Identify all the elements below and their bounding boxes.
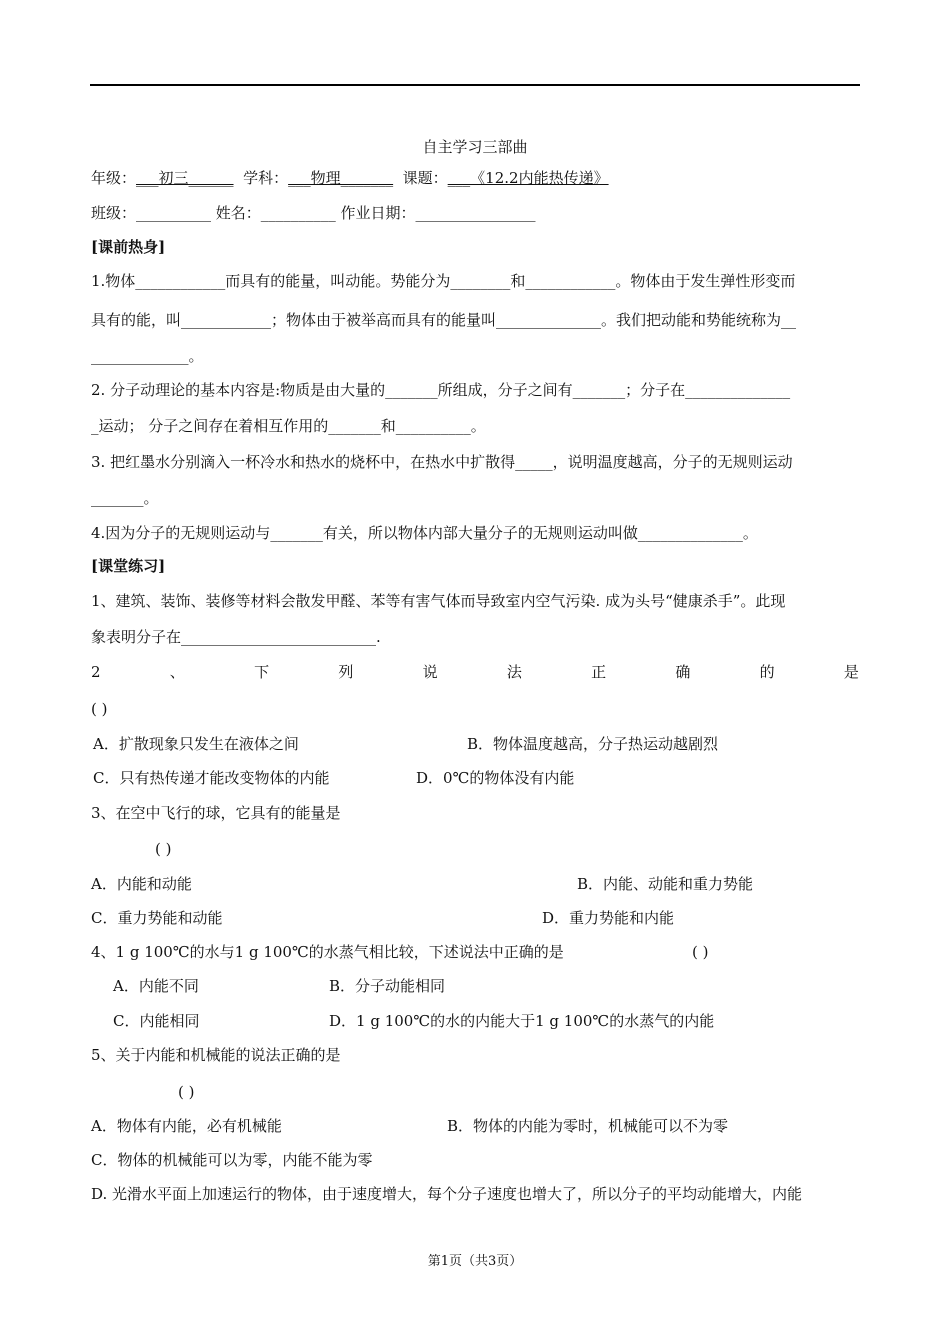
grade-label: 年级： bbox=[91, 169, 137, 187]
subject-label: 学科： bbox=[243, 169, 289, 187]
warmup-line: 2. 分子动理论的基本内容是:物质是由大量的_______所组成，分子之间有_______；分子在______________ bbox=[91, 381, 791, 399]
question-5-option-c: C．物体的机械能可以为零，内能不能为零 bbox=[91, 1151, 373, 1169]
question-4-option-a: A．内能不同 bbox=[113, 977, 199, 995]
subject-value: ___物理_______ bbox=[288, 169, 394, 187]
stem-char: 是 bbox=[843, 663, 859, 681]
stem-char: 说 bbox=[422, 663, 438, 681]
question-5-option-b: B．物体的内能为零时，机械能可以不为零 bbox=[447, 1117, 729, 1135]
question-4-option-d: D．1 g 100℃的水的内能大于1 g 100℃的水蒸气的内能 bbox=[329, 1012, 715, 1030]
question-3-stem: 3、在空中飞行的球，它具有的能量是 bbox=[91, 804, 341, 822]
class-name-line: 班级：__________ 姓名：__________ 作业日期：________________ bbox=[91, 204, 536, 222]
info-line bbox=[91, 168, 609, 188]
question-2-option-b: B．物体温度越高，分子热运动越剧烈 bbox=[467, 735, 719, 753]
question-4-stem: 4、1 g 100℃的水与1 g 100℃的水蒸气相比较，下述说法中正确的是 bbox=[91, 943, 564, 961]
stem-char: 法 bbox=[506, 663, 522, 681]
question-5-paren: ( ) bbox=[178, 1083, 195, 1101]
question-1-line: 1、建筑、装饰、装修等材料会散发甲醛、苯等有害气体而导致室内空气污染. 成为头号“健康杀手”。此现 bbox=[91, 592, 786, 610]
question-2-option-c: C．只有热传递才能改变物体的内能 bbox=[93, 769, 330, 787]
question-3-option-a: A．内能和动能 bbox=[91, 875, 192, 893]
question-2-option-d: D．0℃的物体没有内能 bbox=[416, 769, 575, 787]
section-heading-warmup: [课前热身] bbox=[91, 238, 166, 256]
warmup-line: 4.因为分子的无规则运动与_______有关，所以物体内部大量分子的无规则运动叫做______________。 bbox=[91, 524, 758, 542]
question-1-line: 象表明分子在__________________________. bbox=[91, 628, 381, 646]
question-3-option-b: B．内能、动能和重力势能 bbox=[577, 875, 754, 893]
question-2-stem bbox=[91, 662, 859, 682]
question-5-stem: 5、关于内能和机械能的说法正确的是 bbox=[91, 1046, 341, 1064]
page-number: 第1页（共3页） bbox=[427, 1254, 523, 1269]
topic-label: 课题： bbox=[402, 169, 448, 187]
question-3-option-c: C．重力势能和动能 bbox=[91, 909, 223, 927]
warmup-line: 具有的能，叫____________；物体由于被举高而具有的能量叫______________。我们把动能和势能统称为__ bbox=[91, 311, 797, 329]
stem-char: 正 bbox=[591, 663, 607, 681]
question-4-paren: ( ) bbox=[692, 943, 709, 961]
question-5-option-a: A．物体有内能，必有机械能 bbox=[91, 1117, 282, 1135]
question-4-option-c: C．内能相同 bbox=[113, 1012, 200, 1030]
stem-char: 确 bbox=[675, 663, 691, 681]
stem-char: 2 bbox=[91, 663, 101, 681]
question-4-option-b: B．分子动能相同 bbox=[329, 977, 446, 995]
section-heading-practice: [课堂练习] bbox=[91, 557, 166, 575]
question-2-option-a: A．扩散现象只发生在液体之间 bbox=[93, 735, 299, 753]
question-2-paren: ( ) bbox=[91, 700, 108, 718]
stem-char: 下 bbox=[254, 663, 270, 681]
warmup-line: _____________。 bbox=[91, 347, 204, 365]
warmup-line: 1.物体____________而具有的能量，叫动能。势能分为________和____________。物体由于发生弹性形变而 bbox=[91, 272, 796, 290]
question-3-paren: ( ) bbox=[155, 840, 172, 858]
warmup-line: _______。 bbox=[91, 489, 159, 507]
document-title: 自主学习三部曲 bbox=[422, 138, 528, 156]
warmup-line: _运动； 分子之间存在着相互作用的_______和__________。 bbox=[91, 417, 486, 435]
stem-char: 、 bbox=[169, 663, 185, 681]
question-5-option-d: D. 光滑水平面上加速运行的物体，由于速度增大，每个分子速度也增大了，所以分子的平均动能增大，内能 bbox=[91, 1185, 803, 1203]
header-rule bbox=[90, 84, 860, 86]
question-3-option-d: D．重力势能和内能 bbox=[542, 909, 675, 927]
grade-value: ___初三______ bbox=[136, 169, 234, 187]
stem-char: 列 bbox=[338, 663, 354, 681]
stem-char: 的 bbox=[759, 663, 775, 681]
warmup-line: 3. 把红墨水分别滴入一杯冷水和热水的烧杯中，在热水中扩散得_____，说明温度越高，分子的无规则运动 bbox=[91, 453, 793, 471]
topic-value: ___《12.2内能热传递》 bbox=[447, 169, 609, 187]
